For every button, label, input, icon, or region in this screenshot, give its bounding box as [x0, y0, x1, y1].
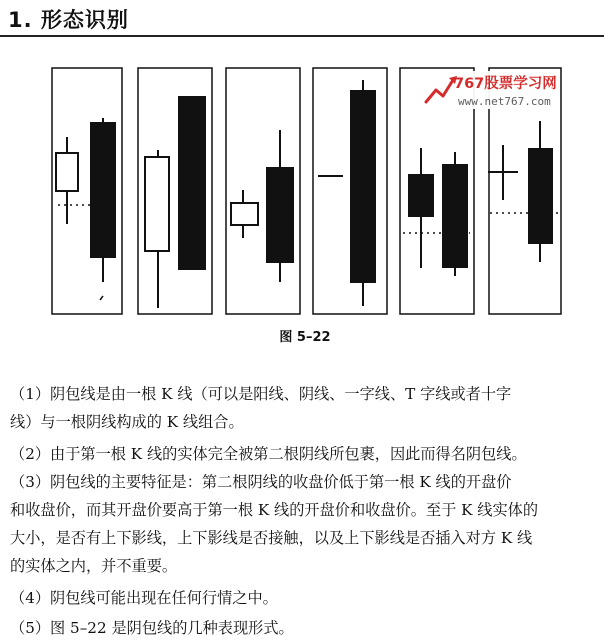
- first-candle-body-solid: [408, 174, 434, 217]
- paragraph-line: （4）阴包线可能出现在任何行情之中。: [10, 589, 278, 607]
- section-title: 1. 形态识别: [8, 8, 129, 32]
- paragraph-line: 的实体之内，并不重要。: [10, 557, 178, 575]
- pattern-panel-1: [52, 68, 122, 314]
- first-candle-body-hollow: [56, 153, 78, 191]
- watermark-url: www.net767.com: [458, 95, 551, 108]
- second-candle-body-solid: [350, 90, 376, 283]
- paragraph-5: [10, 614, 604, 642]
- second-candle-body-solid: [90, 122, 116, 258]
- paragraph-line: 和收盘价，而其开盘价要高于第一根 K 线的开盘价和收盘价。至于 K 线实体的: [10, 501, 539, 519]
- paragraph-3: [10, 468, 604, 580]
- paragraph-line: 大小，是否有上下影线，上下影线是否接触，以及上下影线是否插入对方 K 线: [10, 529, 533, 547]
- first-candle-body-hollow: [231, 203, 258, 225]
- paragraph-line: （3）阴包线的主要特征是：第二根阴线的收盘价低于第一根 K 线的开盘价: [10, 473, 512, 491]
- paragraph-line: （5）图 5–22 是阴包线的几种表现形式。: [10, 619, 294, 637]
- watermark: [421, 71, 559, 109]
- pattern-panel-2: [138, 68, 212, 314]
- tick-mark: [100, 296, 103, 300]
- paragraph-1: [10, 380, 604, 436]
- paragraph-line: 线）与一根阴线构成的 K 线组合。: [10, 413, 244, 431]
- figure-caption: 图 5–22: [279, 330, 331, 345]
- second-candle-body-solid: [266, 167, 294, 263]
- second-candle-body-solid: [442, 164, 468, 268]
- paragraph-2: [10, 440, 604, 468]
- paragraph-line: （1）阴包线是由一根 K 线（可以是阳线、阴线、一字线、T 字线或者十字: [10, 385, 512, 403]
- pattern-panel-3: [226, 68, 300, 314]
- paragraph-line: （2）由于第一根 K 线的实体完全被第二根阴线所包裹，因此而得名阴包线。: [10, 445, 527, 463]
- pattern-panel-4: [313, 68, 387, 314]
- second-candle-body-solid: [178, 96, 206, 270]
- second-candle-body-solid: [528, 148, 553, 244]
- first-candle-body-hollow: [145, 157, 169, 251]
- watermark-brand: 767股票学习网: [454, 76, 557, 92]
- paragraph-4: [10, 584, 604, 612]
